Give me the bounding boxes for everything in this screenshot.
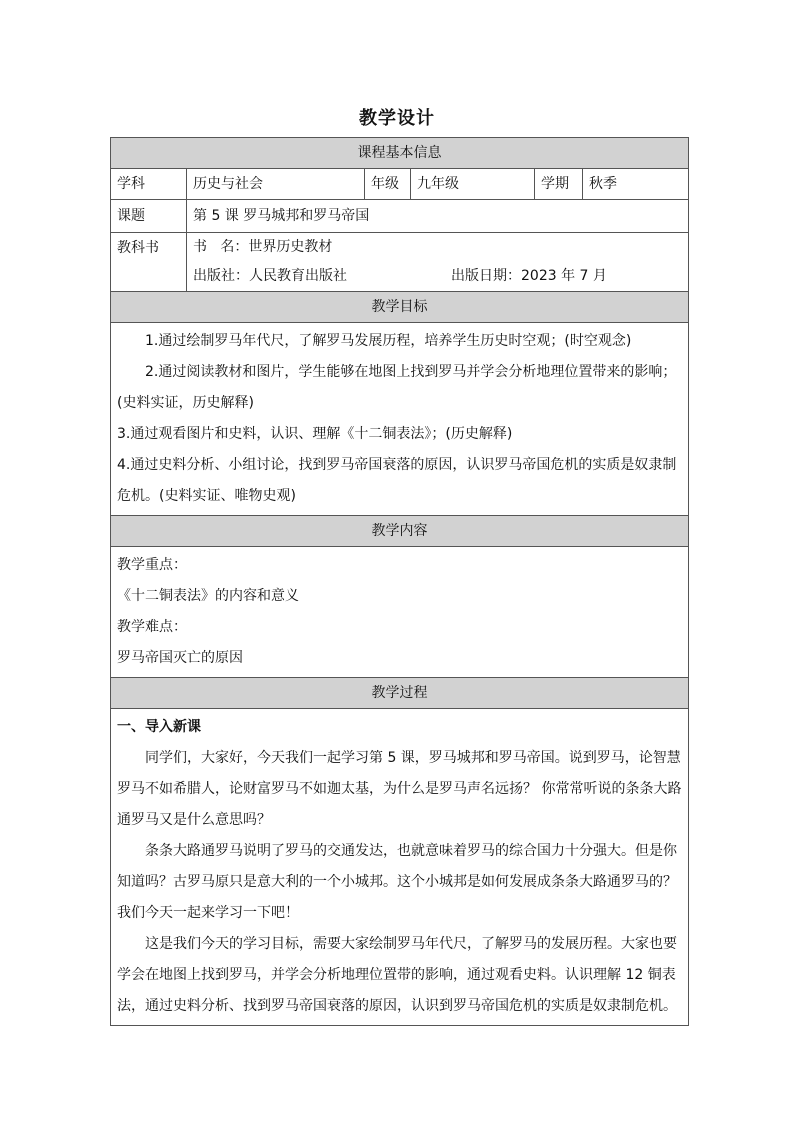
term-label: 学期 xyxy=(535,169,583,200)
publisher: 出版社：人民教育出版社 xyxy=(193,268,347,284)
key-point-label: 教学重点： xyxy=(117,557,187,573)
subject-value: 历史与社会 xyxy=(187,169,365,200)
objectives-block xyxy=(111,323,689,516)
topic-label: 课题 xyxy=(111,200,187,233)
difficulty-value: 罗马帝国灭亡的原因 xyxy=(117,650,243,666)
document-title: 教学设计 xyxy=(359,108,435,129)
publication-date: 出版日期：2023 年 7 月 xyxy=(451,268,607,284)
subject-label: 学科 xyxy=(111,169,187,200)
process-heading: 一、导入新课 xyxy=(117,719,201,735)
textbook-label: 教科书 xyxy=(111,233,187,292)
objective-item: 4.通过史料分析、小组讨论，找到罗马帝国衰落的原因，认识罗马帝国危机的实质是奴隶制危机。(史料实证、唯物史观) xyxy=(117,457,677,504)
book-name: 书 名：世界历史教材 xyxy=(187,233,689,262)
term-value: 秋季 xyxy=(583,169,689,200)
key-point-value: 《十二铜表法》的内容和意义 xyxy=(117,588,299,604)
section-header-objectives: 教学目标 xyxy=(111,292,689,323)
grade-label: 年级 xyxy=(365,169,411,200)
topic-value: 第 5 课 罗马城邦和罗马帝国 xyxy=(187,200,689,233)
difficulty-label: 教学难点： xyxy=(117,619,187,635)
objective-item: 3.通过观看图片和史料，认识、理解《十二铜表法》；(历史解释) xyxy=(117,426,513,442)
process-paragraph: 条条大路通罗马说明了罗马的交通发达，也就意味着罗马的综合国力十分强大。但是你知道吗？古罗马原只是意大利的一个小城邦。这个小城邦是如何发展成条条大路通罗马的？我们今天一起来学习一下吧！ xyxy=(117,843,677,921)
process-paragraph: 同学们，大家好，今天我们一起学习第 5 课，罗马城邦和罗马帝国。说到罗马，论智慧罗马不如希腊人，论财富罗马不如迦太基，为什么是罗马声名远扬？ 你常常听说的条条大路通罗马又是什么意思吗？ xyxy=(117,750,682,828)
publisher-row xyxy=(187,261,689,292)
lesson-plan-table xyxy=(110,137,689,1026)
objective-item: 1.通过绘制罗马年代尺，了解罗马发展历程，培养学生历史时空观；(时空观念) xyxy=(145,333,632,349)
section-header-process: 教学过程 xyxy=(111,678,689,709)
process-paragraph: 这是我们今天的学习目标，需要大家绘制罗马年代尺，了解罗马的发展历程。大家也要学会在地图上找到罗马，并学会分析地理位置带的影响，通过观看史料。认识理解 12 铜表法，通过史料分析、找到罗马帝国衰落的原因，认识到罗马帝国危机的实质是奴隶制危机。 xyxy=(117,936,677,1014)
objective-item: 2.通过阅读教材和图片，学生能够在地图上找到罗马并学会分析地理位置带来的影响；(史料实证，历史解释) xyxy=(117,364,677,411)
content-block xyxy=(111,547,689,678)
grade-value: 九年级 xyxy=(411,169,535,200)
section-header-content: 教学内容 xyxy=(111,516,689,547)
section-header-basic-info: 课程基本信息 xyxy=(111,138,689,169)
process-block xyxy=(111,709,689,1026)
